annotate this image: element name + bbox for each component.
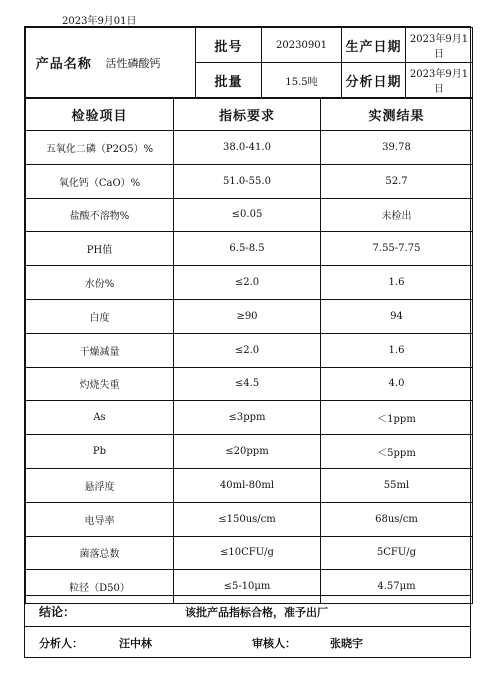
cell-requirement: ≤10CFU/g (174, 536, 321, 570)
table-row (26, 367, 473, 401)
cell-requirement: ≤0.05 (174, 198, 321, 232)
cell-requirement: ≤150us/cm (174, 502, 321, 536)
cell-item: 干燥减量 (26, 333, 174, 367)
conclusion-label: 结论： (39, 605, 76, 619)
column-header-requirement: 指标要求 (174, 99, 321, 131)
cell-requirement: 40ml-80ml (174, 468, 321, 502)
production-date-value: 2023年9月1日 (406, 28, 473, 63)
cell-requirement: 6.5-8.5 (174, 232, 321, 266)
signature-row (25, 626, 470, 658)
report-header-table (25, 27, 473, 98)
table-row (26, 536, 473, 570)
table-row (26, 198, 473, 232)
table-row (26, 502, 473, 536)
cell-requirement: ≤5-10μm (174, 570, 321, 604)
conclusion-row (25, 595, 470, 627)
cell-item: 盐酸不溶物% (26, 198, 174, 232)
cell-item: 电导率 (26, 502, 174, 536)
cell-result: 55ml (321, 468, 473, 502)
cell-item: 悬浮度 (26, 468, 174, 502)
product-name-value: 活性磷酸钙 (102, 28, 196, 98)
cell-requirement: ≤4.5 (174, 367, 321, 401)
cell-item: 菌落总数 (26, 536, 174, 570)
batch-size-label: 批量 (196, 63, 262, 98)
inspection-report (24, 26, 471, 658)
conclusion-text: 该批产品指标合格，准予出厂 (185, 605, 329, 619)
cell-item: 水份% (26, 266, 174, 300)
cell-result: 94 (321, 299, 473, 333)
cell-result: 1.6 (321, 266, 473, 300)
cell-result: 1.6 (321, 333, 473, 367)
cell-result: 52.7 (321, 164, 473, 198)
cell-item: PH值 (26, 232, 174, 266)
results-table (25, 98, 473, 604)
cell-result: ＜1ppm (321, 401, 473, 435)
table-row (26, 468, 473, 502)
cell-result: 4.0 (321, 367, 473, 401)
cell-requirement: ≤2.0 (174, 266, 321, 300)
analyst-name: 汪中林 (119, 636, 152, 650)
column-header-item: 检验项目 (26, 99, 174, 131)
analysis-date-label: 分析日期 (342, 63, 406, 98)
table-row (26, 131, 473, 165)
cell-item: 白度 (26, 299, 174, 333)
analysis-date-value: 2023年9月1日 (406, 63, 473, 98)
cell-result: 5CFU/g (321, 536, 473, 570)
cell-item: As (26, 401, 174, 435)
cell-result: 68us/cm (321, 502, 473, 536)
cell-requirement: ≥90 (174, 299, 321, 333)
cell-item: Pb (26, 435, 174, 469)
cell-result: 39.78 (321, 131, 473, 165)
table-row (26, 333, 473, 367)
product-name-label: 产品名称 (26, 28, 102, 98)
analyst-label: 分析人： (39, 636, 83, 650)
cell-requirement: 51.0-55.0 (174, 164, 321, 198)
results-body (26, 131, 473, 604)
cell-item: 五氧化二磷（P2O5）% (26, 131, 174, 165)
table-row (26, 232, 473, 266)
batch-no-label: 批号 (196, 28, 262, 63)
cell-requirement: ≤2.0 (174, 333, 321, 367)
table-row (26, 299, 473, 333)
batch-size-value: 15.5吨 (262, 63, 342, 98)
table-row (26, 164, 473, 198)
cell-result: 未检出 (321, 198, 473, 232)
batch-no-value: 20230901 (262, 28, 342, 63)
table-row (26, 435, 473, 469)
cell-item: 粒径（D50） (26, 570, 174, 604)
production-date-label: 生产日期 (342, 28, 406, 63)
cell-item: 氧化钙（CaO）% (26, 164, 174, 198)
cell-requirement: 38.0-41.0 (174, 131, 321, 165)
reviewer-label: 审核人： (252, 636, 296, 650)
cell-result: 4.57μm (321, 570, 473, 604)
cell-requirement: ≤20ppm (174, 435, 321, 469)
reviewer-name: 张晓宇 (330, 636, 363, 650)
report-top-date: 2023年9月01日 (62, 16, 137, 27)
table-row (26, 401, 473, 435)
column-header-result: 实测结果 (321, 99, 473, 131)
cell-result: 7.55-7.75 (321, 232, 473, 266)
table-row (26, 266, 473, 300)
cell-requirement: ≤3ppm (174, 401, 321, 435)
cell-result: ＜5ppm (321, 435, 473, 469)
cell-item: 灼烧失重 (26, 367, 174, 401)
